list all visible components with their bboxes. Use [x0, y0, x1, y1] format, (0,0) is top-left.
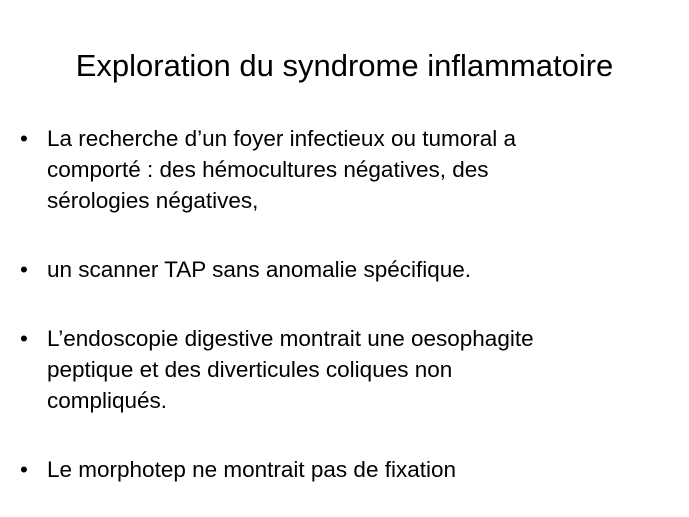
bullet-dot: • — [20, 126, 28, 151]
bullet-item-3 — [20, 323, 660, 416]
bullet-line: La recherche d’un foyer infectieux ou tumoral a — [47, 126, 517, 151]
bullet-line: L’endoscopie digestive montrait une oesophagite — [47, 326, 534, 351]
bullet-list — [20, 123, 660, 485]
bullet-line: un scanner TAP sans anomalie spécifique. — [47, 257, 472, 282]
bullet-line: comporté : des hémocultures négatives, des — [47, 157, 489, 182]
bullet-line: compliqués. — [47, 388, 168, 413]
slide-title: Exploration du syndrome inflammatoire — [75, 48, 614, 83]
bullet-dot: • — [20, 326, 28, 351]
bullet-line: peptique et des diverticules coliques non — [47, 357, 453, 382]
bullet-line: Le morphotep ne montrait pas de fixation — [47, 457, 456, 482]
bullet-item-4 — [20, 454, 660, 485]
bullet-line: sérologies négatives, — [47, 188, 259, 213]
bullet-dot: • — [20, 257, 28, 282]
bullet-dot: • — [20, 457, 28, 482]
bullet-item-2 — [20, 254, 660, 285]
bullet-item-1 — [20, 123, 660, 216]
